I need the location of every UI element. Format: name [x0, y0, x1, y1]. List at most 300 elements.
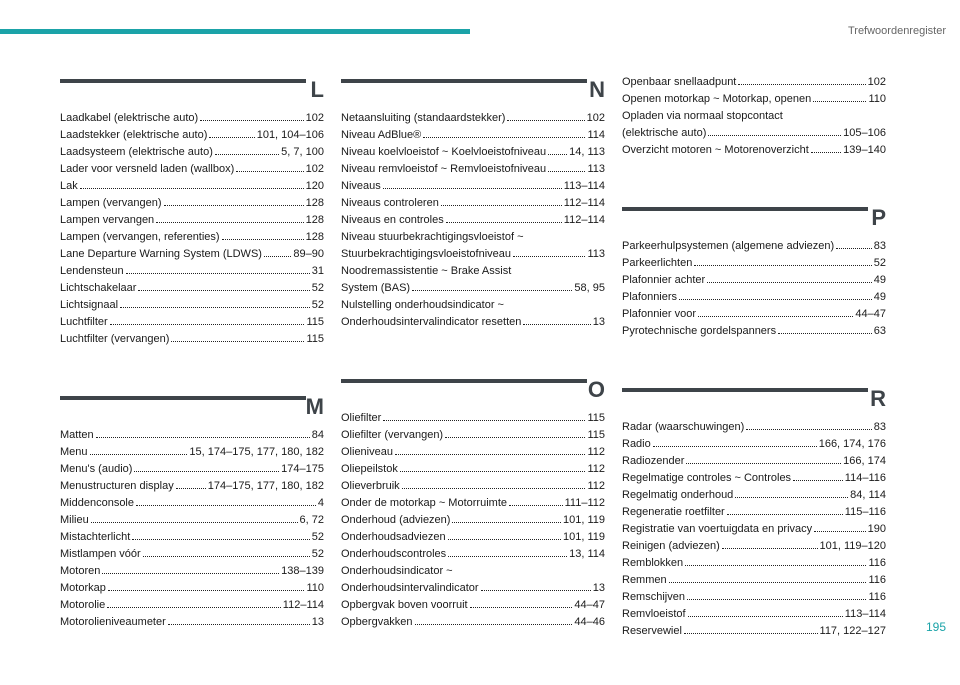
dot-leader: [653, 446, 817, 447]
index-entry-term: Matten: [60, 429, 94, 441]
index-entry-term: Reservewiel: [622, 625, 682, 637]
index-entry[interactable]: [622, 555, 886, 572]
index-entry-term: Oliefilter (vervangen): [341, 429, 444, 441]
dot-leader: [836, 248, 872, 249]
index-entry-pages[interactable]: 4: [317, 497, 324, 509]
index-entry-term: Parkeerlichten: [622, 257, 693, 269]
index-entry-pages[interactable]: 115: [306, 316, 324, 328]
section-N: [341, 76, 605, 331]
section-O-continued: [622, 74, 886, 159]
index-entry-pages[interactable]: 15, 174–175, 177, 180, 182: [189, 446, 324, 458]
index-entry[interactable]: [341, 410, 605, 427]
index-entry-term: Niveaus en controles: [341, 214, 444, 226]
index-entry[interactable]: [341, 110, 605, 127]
index-entry-pages[interactable]: 116: [868, 574, 886, 586]
index-entry[interactable]: [622, 487, 886, 504]
index-entry-pages[interactable]: 102: [305, 163, 324, 175]
index-entry[interactable]: [60, 427, 324, 444]
index-entry[interactable]: [622, 323, 886, 340]
index-entry-term: Niveau AdBlue®: [341, 129, 422, 141]
index-entry-pages[interactable]: 112: [587, 480, 605, 492]
index-entry[interactable]: [60, 178, 324, 195]
index-entry-pages[interactable]: 14, 113: [569, 146, 605, 158]
index-entry[interactable]: [341, 161, 605, 178]
index-entry-term: Regeneratie roetfilter: [622, 506, 725, 518]
index-entry-pages[interactable]: 102: [305, 112, 324, 124]
index-entry[interactable]: [622, 623, 886, 640]
section-rule: [341, 79, 587, 83]
index-entry[interactable]: [341, 144, 605, 161]
index-entry-pages[interactable]: 116: [868, 591, 886, 603]
dot-leader: [814, 531, 865, 532]
index-entry-term: Niveau remvloeistof ~ Remvloeistofniveau: [341, 163, 547, 175]
index-entry-term: Onderhoud (adviezen): [341, 514, 451, 526]
dot-leader: [813, 101, 866, 102]
section-letter: M: [305, 394, 324, 419]
index-entry-pages[interactable]: 117, 122–127: [819, 625, 886, 637]
index-entry[interactable]: [622, 453, 886, 470]
index-entry[interactable]: [60, 512, 324, 529]
dot-leader: [708, 135, 841, 136]
index-entry-term: Laadstekker (elektrische auto): [60, 129, 208, 141]
index-entry-pages[interactable]: 120: [305, 180, 324, 192]
index-entry-pages[interactable]: 113–114: [844, 608, 886, 620]
dot-leader: [470, 607, 573, 608]
dot-leader: [143, 556, 310, 557]
dot-leader: [423, 137, 585, 138]
index-entry[interactable]: [60, 280, 324, 297]
index-entry-term: Onderhoudsintervalindicator resetten: [341, 316, 522, 328]
index-entry[interactable]: [622, 419, 886, 436]
dot-leader: [688, 616, 843, 617]
section-header: [341, 376, 605, 408]
index-entry[interactable]: [60, 331, 324, 348]
dot-leader: [134, 471, 279, 472]
index-entry[interactable]: [60, 597, 324, 614]
index-entry[interactable]: [60, 314, 324, 331]
index-entry-term: Motorolie: [60, 599, 106, 611]
index-entry-term: Parkeerhulpsystemen (algemene adviezen): [622, 240, 835, 252]
index-entry[interactable]: [622, 521, 886, 538]
dot-leader: [735, 497, 848, 498]
index-entry[interactable]: [622, 74, 886, 91]
index-entry-pages[interactable]: 58, 95: [574, 282, 605, 294]
index-entry-pages[interactable]: 102: [586, 112, 605, 124]
index-entry-term: Remschijven: [622, 591, 685, 603]
index-entry-pages[interactable]: 52: [873, 257, 886, 269]
index-entry-pages[interactable]: 110: [868, 93, 886, 105]
index-entry-pages[interactable]: 84: [311, 429, 324, 441]
index-entry[interactable]: [60, 110, 324, 127]
index-entry-term: Lane Departure Warning System (LDWS): [60, 248, 262, 260]
index-entry-term: Motorolieniveaumeter: [60, 616, 166, 628]
index-entry-pages[interactable]: 113–114: [563, 180, 605, 192]
index-entry-term: Reinigen (adviezen): [622, 540, 720, 552]
index-entry[interactable]: [341, 461, 605, 478]
index-entry-term: Middenconsole: [60, 497, 134, 509]
index-entry[interactable]: [622, 255, 886, 272]
index-entry[interactable]: [60, 161, 324, 178]
index-entry[interactable]: [60, 212, 324, 229]
index-entry-term: Radiozender: [622, 455, 685, 467]
index-entry-term: Remblokken: [622, 557, 684, 569]
section-P: [622, 204, 886, 340]
index-entry[interactable]: [341, 478, 605, 495]
index-entry-pages[interactable]: 138–139: [281, 565, 324, 577]
index-entry-pages[interactable]: 5, 7, 100: [281, 146, 324, 158]
index-entry[interactable]: [341, 195, 605, 212]
index-entry[interactable]: [622, 238, 886, 255]
index-entry-pages[interactable]: 174–175: [281, 463, 324, 475]
index-entry-pages[interactable]: 52: [311, 548, 324, 560]
entry-list: [622, 238, 886, 340]
index-entry-pages[interactable]: 115–116: [844, 506, 886, 518]
index-entry[interactable]: [60, 195, 324, 212]
index-entry-pages[interactable]: 111–112: [564, 497, 605, 509]
index-entry-term: Plafonnier voor: [622, 308, 696, 320]
index-entry[interactable]: [622, 272, 886, 289]
dot-leader: [171, 341, 304, 342]
index-entry-term: Radar (waarschuwingen): [622, 421, 745, 433]
index-entry[interactable]: [60, 614, 324, 631]
index-entry-lead: Nulstelling onderhoudsindicator ~: [341, 299, 504, 311]
index-entry-term: Mistlampen vóór: [60, 548, 141, 560]
section-rule: [60, 396, 306, 400]
index-entry-pages[interactable]: 128: [305, 214, 324, 226]
index-entry-term: Lendensteun: [60, 265, 124, 277]
index-entry-pages[interactable]: 101, 104–106: [256, 129, 324, 141]
index-entry-pages[interactable]: 101, 119: [562, 514, 605, 526]
section-header: [341, 76, 605, 108]
dot-leader: [110, 324, 305, 325]
dot-leader: [264, 256, 291, 257]
index-entry[interactable]: [60, 127, 324, 144]
index-entry-term: Radio: [622, 438, 651, 450]
index-entry-pages[interactable]: 112–114: [563, 214, 605, 226]
dot-leader: [686, 463, 841, 464]
dot-leader: [108, 590, 305, 591]
dot-leader: [738, 84, 865, 85]
dot-leader: [509, 505, 563, 506]
dot-leader: [446, 222, 562, 223]
index-entry[interactable]: [60, 144, 324, 161]
dot-leader: [200, 120, 303, 121]
index-entry-term: Openbaar snellaadpunt: [622, 76, 737, 88]
index-entry[interactable]: [60, 461, 324, 478]
index-entry-pages[interactable]: 112–114: [282, 599, 324, 611]
dot-leader: [383, 188, 562, 189]
index-entry[interactable]: [341, 444, 605, 461]
dot-leader: [707, 282, 872, 283]
index-entry-pages[interactable]: 52: [311, 282, 324, 294]
dot-leader: [136, 505, 316, 506]
index-entry-term: Laadkabel (elektrische auto): [60, 112, 199, 124]
index-entry-term: Opbergvak boven voorruit: [341, 599, 468, 611]
index-entry-term: Stuurbekrachtigingsvloeistofniveau: [341, 248, 511, 260]
index-entry-pages[interactable]: 13: [311, 616, 324, 628]
index-entry-pages[interactable]: 112–114: [563, 197, 605, 209]
index-entry[interactable]: [341, 546, 605, 563]
index-entry-pages[interactable]: 89–90: [293, 248, 324, 260]
index-entry-pages[interactable]: 49: [873, 274, 886, 286]
index-entry-pages[interactable]: 52: [311, 531, 324, 543]
index-entry[interactable]: [341, 580, 605, 597]
dot-leader: [215, 154, 279, 155]
index-entry-term: Luchtfilter: [60, 316, 108, 328]
index-entry-term: Overzicht motoren ~ Motorenoverzicht: [622, 144, 809, 156]
dot-leader: [523, 324, 590, 325]
index-entry[interactable]: [622, 538, 886, 555]
dot-leader: [395, 454, 585, 455]
index-entry[interactable]: [622, 306, 886, 323]
dot-leader: [513, 256, 585, 257]
dot-leader: [507, 120, 584, 121]
index-entry-term: Regelmatige controles ~ Controles: [622, 472, 792, 484]
section-letter: P: [871, 205, 886, 230]
dot-leader: [694, 265, 871, 266]
index-entry-pages[interactable]: 166, 174: [843, 455, 886, 467]
index-entry-term: Remmen: [622, 574, 667, 586]
dot-leader: [679, 299, 872, 300]
index-entry[interactable]: [341, 529, 605, 546]
index-entry-term: Lader voor versneld laden (wallbox): [60, 163, 235, 175]
dot-leader: [727, 514, 843, 515]
dot-leader: [778, 333, 872, 334]
index-entry[interactable]: [60, 246, 324, 263]
index-entry-pages[interactable]: 113: [587, 248, 605, 260]
index-entry-term: Menu: [60, 446, 88, 458]
dot-leader: [685, 565, 866, 566]
index-entry-pages[interactable]: 115: [587, 429, 605, 441]
index-entry[interactable]: [60, 478, 324, 495]
index-entry[interactable]: [341, 314, 605, 331]
index-entry[interactable]: [341, 614, 605, 631]
index-entry-term: Lampen (vervangen, referenties): [60, 231, 220, 243]
index-entry-pages[interactable]: 115: [587, 412, 605, 424]
dot-leader: [441, 205, 562, 206]
section-letter: O: [587, 377, 605, 402]
index-entry-pages[interactable]: 116: [868, 557, 886, 569]
index-entry[interactable]: [60, 563, 324, 580]
index-entry-term: Milieu: [60, 514, 89, 526]
index-entry-pages[interactable]: 101, 119: [562, 531, 605, 543]
index-entry[interactable]: [341, 178, 605, 195]
dot-leader: [811, 152, 841, 153]
section-rule: [622, 388, 868, 392]
index-entry-pages[interactable]: 166, 174, 176: [818, 438, 886, 450]
section-rule: [60, 79, 306, 83]
section-L: [60, 76, 324, 348]
index-entry-term: Plafonnier achter: [622, 274, 706, 286]
section-M: [60, 393, 324, 631]
index-entry-pages[interactable]: 83: [873, 240, 886, 252]
column-2: [341, 76, 605, 676]
dot-leader: [120, 307, 310, 308]
index-entry-pages[interactable]: 112: [587, 463, 605, 475]
index-entry[interactable]: [60, 546, 324, 563]
dot-leader: [209, 137, 254, 138]
dot-leader: [412, 290, 572, 291]
index-entry-term: Lak: [60, 180, 78, 192]
index-entry[interactable]: [622, 142, 886, 159]
index-entry[interactable]: [60, 580, 324, 597]
dot-leader: [156, 222, 303, 223]
dot-leader: [448, 556, 567, 557]
index-entry-pages[interactable]: 44–47: [574, 599, 605, 611]
dot-leader: [402, 488, 586, 489]
index-entry-term: Niveaus: [341, 180, 381, 192]
index-entry-pages[interactable]: 112: [587, 446, 605, 458]
index-entry[interactable]: [341, 597, 605, 614]
index-entry[interactable]: [60, 229, 324, 246]
index-entry-term: Openen motorkap ~ Motorkap, openen: [622, 93, 812, 105]
dot-leader: [236, 171, 303, 172]
index-entry[interactable]: [60, 529, 324, 546]
index-entry-term: Plafonniers: [622, 291, 678, 303]
index-entry[interactable]: [341, 495, 605, 512]
dot-leader: [452, 522, 561, 523]
entry-list: [60, 427, 324, 631]
index-entry-term: Menustructuren display: [60, 480, 174, 492]
index-entry-term: Onderhoudscontroles: [341, 548, 447, 560]
index-entry-term: Oliepeilstok: [341, 463, 398, 475]
dot-leader: [132, 539, 309, 540]
dot-leader: [383, 420, 585, 421]
index-entry[interactable]: [622, 125, 886, 142]
index-entry-pages[interactable]: 84, 114: [850, 489, 886, 501]
index-entry-pages[interactable]: 115: [306, 333, 324, 345]
section-header: [622, 385, 886, 417]
index-entry[interactable]: [622, 436, 886, 453]
index-entry[interactable]: [622, 91, 886, 108]
dot-leader: [448, 539, 561, 540]
dot-leader: [548, 171, 585, 172]
dot-leader: [90, 454, 188, 455]
index-entry-lead: Opladen via normaal stopcontact: [622, 110, 783, 122]
index-entry[interactable]: [341, 512, 605, 529]
index-entry-pages[interactable]: 6, 72: [299, 514, 324, 526]
index-entry-pages[interactable]: 102: [867, 76, 886, 88]
index-entry-pages[interactable]: 105–106: [843, 127, 886, 139]
index-entry-term: Regelmatig onderhoud: [622, 489, 734, 501]
index-entry-pages[interactable]: 13: [592, 316, 605, 328]
index-entry-term: Opbergvakken: [341, 616, 413, 628]
index-entry-pages[interactable]: 114: [587, 129, 605, 141]
header-accent-bar: [0, 29, 470, 34]
index-entry-term: Onderhoudsintervalindicator: [341, 582, 479, 594]
index-entry-pages[interactable]: 63: [873, 325, 886, 337]
entry-list: [622, 74, 886, 159]
dot-leader: [793, 480, 843, 481]
index-entry-term: Lampen vervangen: [60, 214, 155, 226]
index-entry[interactable]: [341, 280, 605, 297]
index-entry-term: Motoren: [60, 565, 101, 577]
index-entry-term: Olieverbruik: [341, 480, 400, 492]
index-entry-pages[interactable]: 128: [305, 197, 324, 209]
index-entry[interactable]: [622, 289, 886, 306]
entry-list: [622, 419, 886, 640]
index-entry-pages[interactable]: 49: [873, 291, 886, 303]
index-entry[interactable]: [341, 127, 605, 144]
index-entry-term: Lichtsignaal: [60, 299, 119, 311]
index-entry-term: Niveaus controleren: [341, 197, 439, 209]
entry-list: [341, 110, 605, 331]
index-entry-pages[interactable]: 83: [873, 421, 886, 433]
index-entry-term: Menu's (audio): [60, 463, 133, 475]
index-entry-pages[interactable]: 13, 114: [569, 548, 605, 560]
index-entry-pages[interactable]: 114–116: [844, 472, 886, 484]
column-3: [622, 76, 886, 685]
index-entry-lead: Niveau stuurbekrachtigingsvloeistof ~: [341, 231, 524, 243]
index-entry-term: Mistachterlicht: [60, 531, 131, 543]
section-header: [60, 76, 324, 108]
index-entry[interactable]: [341, 212, 605, 229]
index-entry-pages[interactable]: 190: [867, 523, 886, 535]
index-entry[interactable]: [622, 606, 886, 623]
dot-leader: [107, 607, 281, 608]
index-entry-pages[interactable]: 13: [592, 582, 605, 594]
index-entry[interactable]: [60, 444, 324, 461]
index-entry-term: Motorkap: [60, 582, 106, 594]
entry-list: [341, 410, 605, 631]
index-entry[interactable]: [622, 589, 886, 606]
section-header: [622, 204, 886, 236]
index-entry[interactable]: [341, 246, 605, 263]
index-entry-lead: Onderhoudsindicator ~: [341, 565, 453, 577]
index-entry-pages[interactable]: 139–140: [843, 144, 886, 156]
column-1: [60, 76, 324, 676]
index-entry-pages[interactable]: 110: [306, 582, 324, 594]
index-entry[interactable]: [60, 263, 324, 280]
dot-leader: [746, 429, 871, 430]
index-entry-pages[interactable]: 174–175, 177, 180, 182: [207, 480, 324, 492]
index-entry-pages[interactable]: 128: [305, 231, 324, 243]
dot-leader: [222, 239, 304, 240]
index-entry[interactable]: [341, 427, 605, 444]
index-entry-pages[interactable]: 113: [587, 163, 605, 175]
dot-leader: [445, 437, 585, 438]
dot-leader: [138, 290, 309, 291]
index-entry[interactable]: [60, 297, 324, 314]
index-entry[interactable]: [622, 470, 886, 487]
entry-list: [60, 110, 324, 348]
section-header: [60, 393, 324, 425]
index-entry-term: Lichtschakelaar: [60, 282, 137, 294]
dot-leader: [126, 273, 310, 274]
index-entry[interactable]: [622, 504, 886, 521]
dot-leader: [96, 437, 310, 438]
page-number: 195: [925, 620, 946, 634]
dot-leader: [669, 582, 867, 583]
dot-leader: [176, 488, 206, 489]
index-entry[interactable]: [622, 572, 886, 589]
dot-leader: [548, 154, 567, 155]
index-entry-pages[interactable]: 44–46: [574, 616, 605, 628]
index-entry-term: Netaansluiting (standaardstekker): [341, 112, 506, 124]
dot-leader: [481, 590, 591, 591]
dot-leader: [722, 548, 818, 549]
index-entry[interactable]: [60, 495, 324, 512]
dot-leader: [102, 573, 279, 574]
index-entry-pages[interactable]: 31: [311, 265, 324, 277]
page-header-title: Trefwoordenregister: [847, 25, 946, 37]
index-entry-term: (elektrische auto): [622, 127, 707, 139]
index-entry-pages[interactable]: 52: [311, 299, 324, 311]
index-entry-term: Registratie van voertuigdata en privacy: [622, 523, 813, 535]
index-entry-pages[interactable]: 101, 119–120: [819, 540, 886, 552]
index-entry-lead: Noodremassistentie ~ Brake Assist: [341, 265, 512, 277]
index-entry-pages[interactable]: 44–47: [855, 308, 886, 320]
